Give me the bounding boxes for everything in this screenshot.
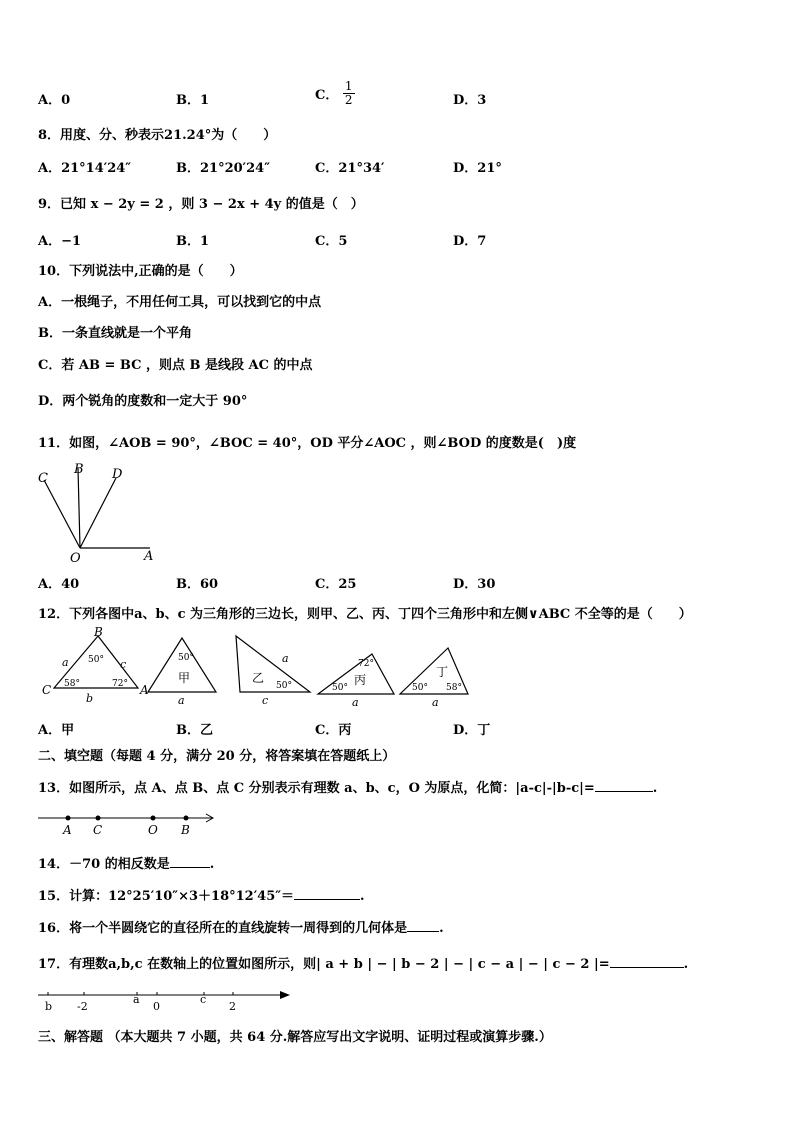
q8-option-c: C．21°34′ (315, 161, 385, 176)
q8-stem: 8．用度、分、秒表示21.24°为（ ） (38, 128, 277, 143)
fraction-one-half (343, 80, 355, 107)
ding-side: a (432, 696, 439, 708)
q10-option-a: A．一根绳子，不用任何工具，可以找到它的中点 (38, 295, 322, 310)
label-2: 2 (229, 1000, 236, 1013)
bing-label: 丙 (354, 673, 367, 687)
ray-od (80, 478, 116, 548)
q12-option-b: B．乙 (176, 723, 213, 738)
q17-stem (38, 953, 688, 972)
q16-stem (38, 917, 444, 936)
q9-stem: 9．已知 x − 2y = 2 ，则 3 − 2x + 4y 的值是（ ） (38, 197, 364, 212)
bing-angle-50: 50° (332, 683, 348, 693)
q12-stem: 12．下列各图中a、b、c 为三角形的三边长，则甲、乙、丙、丁四个三角形中和左侧∨ABC 不全等的是（ ） (38, 607, 692, 622)
q14-stem (38, 853, 214, 872)
q10-option-c: C．若 AB = BC ，则点 B 是线段 AC 的中点 (38, 358, 313, 373)
q17-number-line (36, 986, 296, 1016)
q11-stem: 11．如图，∠AOB = 90°，∠BOC = 40°，OD 平分∠AOC ，则∠BOD 的度数是( )度 (38, 436, 577, 451)
label-a: A (144, 549, 154, 564)
q11-angle-figure (30, 458, 170, 564)
q17-answer-blank[interactable] (610, 955, 684, 968)
q13-stem (38, 777, 657, 796)
q7-option-c-label: C． (315, 88, 339, 103)
q10-option-b: B．一条直线就是一个平角 (38, 326, 192, 341)
q8-option-d: D．21° (453, 161, 502, 176)
q7-option-c (315, 80, 355, 107)
section-2-heading: 二、填空题（每题 4 分，满分 20 分，将答案填在答题纸上） (38, 749, 396, 764)
q12-option-d: D．丁 (453, 723, 491, 738)
q9-option-b: B．1 (176, 234, 210, 249)
yi-side-c: c (262, 694, 269, 707)
q12-option-c: C．丙 (315, 723, 352, 738)
q10-stem: 10．下列说法中,正确的是（ ） (38, 264, 243, 279)
point-a (66, 816, 71, 821)
q11-option-b: B．60 (176, 577, 219, 592)
label-c: C (93, 823, 103, 837)
label-o: O (70, 551, 81, 564)
q13-number-line (36, 808, 220, 838)
q7-option-d: D．3 (453, 93, 487, 108)
angle-50: 50° (88, 655, 104, 665)
q12-triangles-figure (36, 624, 476, 708)
tri-label-b: B (94, 625, 103, 639)
ray-oc (44, 480, 80, 548)
tri-label-c: C (42, 683, 52, 697)
q9-option-a: A．−1 (38, 234, 82, 249)
q15-stem (38, 885, 365, 904)
side-c: c (120, 658, 127, 671)
point-o (151, 816, 156, 821)
arrow-icon (280, 991, 290, 999)
point-c (96, 816, 101, 821)
q8-option-a: A．21°14′24″ (38, 161, 132, 176)
q9-option-d: D．7 (453, 234, 487, 249)
q15-text: 15．计算：12°25′10″×3＋18°12′45″＝ (38, 889, 295, 904)
bing-side: a (352, 696, 359, 708)
q14-text: 14．－70 的相反数是 (38, 857, 170, 872)
q9-option-c: C．5 (315, 234, 348, 249)
label-0: 0 (153, 1000, 160, 1013)
q10-option-d: D．两个锐角的度数和一定大于 90° (38, 394, 248, 409)
label-d: D (112, 467, 123, 482)
q13-text: 13．如图所示，点 A、点 B、点 C 分别表示有理数 a、b、c，O 为原点，化简：|a-c|-|b-c|= (38, 781, 595, 796)
angle-72: 72° (112, 679, 128, 689)
side-a: a (62, 656, 69, 669)
yi-label: 乙 (252, 671, 265, 685)
q15-answer-blank[interactable] (294, 887, 360, 900)
yi-side-a: a (282, 652, 289, 665)
yi-angle: 50° (276, 681, 292, 691)
q7-option-b: B．1 (176, 93, 210, 108)
label-a: a (133, 993, 140, 1006)
point-b (184, 816, 189, 821)
jia-label: 甲 (178, 671, 191, 685)
q11-option-d: D．30 (453, 577, 496, 592)
label-b: B (74, 462, 84, 477)
bing-angle-72: 72° (358, 659, 374, 669)
ding-angle-58: 58° (446, 683, 462, 693)
jia-side: a (178, 694, 185, 707)
q12-option-a: A．甲 (38, 723, 75, 738)
label-o: O (148, 823, 158, 837)
q8-option-b: B．21°20′24″ (176, 161, 270, 176)
fraction-denominator: 2 (344, 93, 353, 107)
label-b: B (181, 823, 190, 837)
label-c: C (38, 471, 48, 486)
q13-answer-blank[interactable] (595, 779, 653, 792)
q16-text: 16．将一个半圆绕它的直径所在的直线旋转一周得到的几何体是 (38, 921, 408, 936)
q14-tail: . (209, 857, 215, 872)
q11-option-c: C．25 (315, 577, 357, 592)
side-b: b (86, 692, 94, 705)
q14-answer-blank[interactable] (170, 855, 210, 868)
jia-angle: 50° (178, 653, 194, 663)
q13-tail: . (652, 781, 658, 796)
fraction-numerator: 1 (344, 79, 353, 93)
q16-answer-blank[interactable] (407, 919, 439, 932)
triangle-yi (236, 636, 310, 692)
angle-58: 58° (64, 679, 80, 689)
q16-tail: . (439, 921, 444, 936)
ding-angle-50: 50° (412, 683, 428, 693)
q11-option-a: A．40 (38, 577, 80, 592)
q17-tail: . (683, 957, 689, 972)
ray-ob (78, 468, 80, 548)
tri-label-a: A (140, 683, 149, 697)
q15-tail: . (360, 889, 365, 904)
label-b: b (45, 1000, 53, 1013)
section-3-heading: 三、解答题 （本大题共 7 小题，共 64 分.解答应写出文字说明、证明过程或演算步骤.） (38, 1030, 552, 1045)
q7-option-a: A．0 (38, 93, 71, 108)
q17-text: 17．有理数a,b,c 在数轴上的位置如图所示，则| a + b | − | b − 2 | − | c − a | − | c − 2 |= (38, 957, 610, 972)
label-c: c (200, 993, 207, 1006)
label-neg2: -2 (77, 1000, 88, 1013)
label-a: A (63, 823, 72, 837)
ding-label: 丁 (436, 665, 449, 679)
